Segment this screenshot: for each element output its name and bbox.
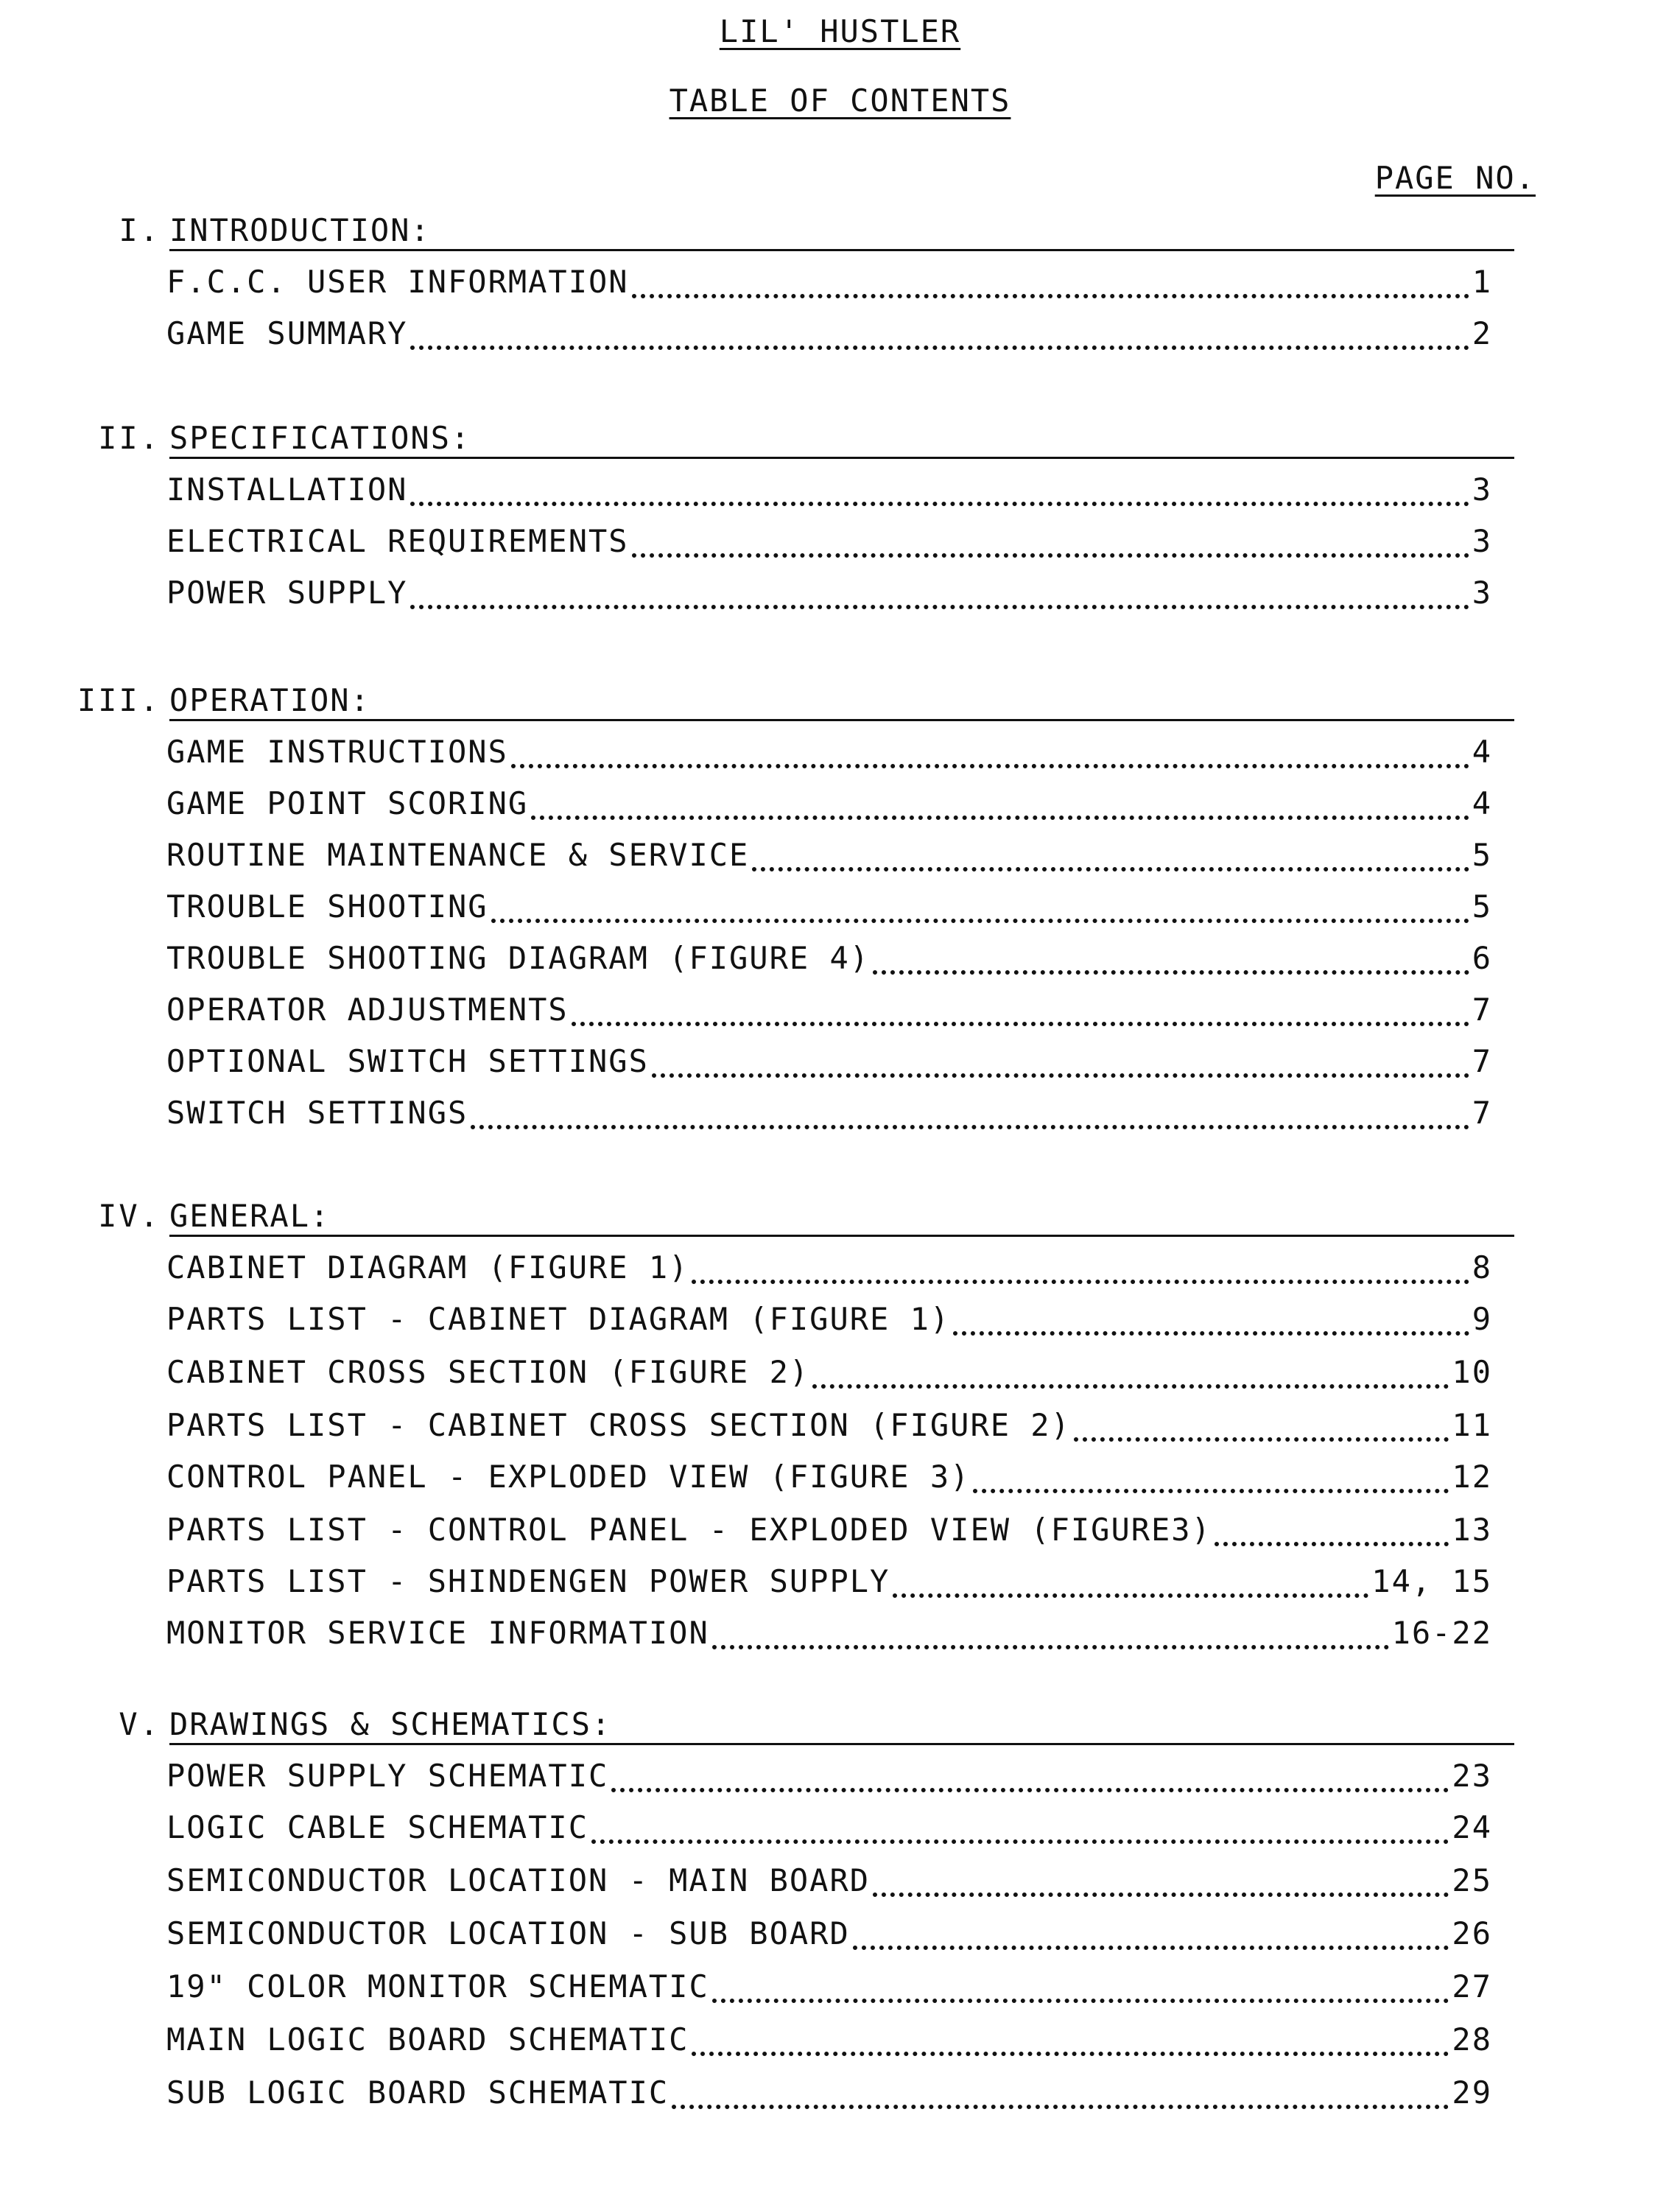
entry-label: PARTS LIST - CABINET CROSS SECTION (FIGURE 2) xyxy=(166,1407,1071,1443)
toc-entry xyxy=(166,1354,1492,1394)
section-title: INTRODUCTION: xyxy=(169,215,1514,251)
toc-entry xyxy=(166,523,1492,563)
dot-leader xyxy=(873,970,1469,975)
entry-label: PARTS LIST - CABINET DIAGRAM (FIGURE 1) xyxy=(166,1301,951,1337)
toc-entry xyxy=(166,734,1492,774)
dot-leader xyxy=(692,1280,1469,1284)
entry-label: MONITOR SERVICE INFORMATION xyxy=(166,1615,709,1651)
dot-leader xyxy=(410,345,1469,350)
toc-entry xyxy=(166,837,1492,877)
dot-leader xyxy=(853,1946,1449,1950)
toc-entry xyxy=(166,940,1492,980)
toc-entry xyxy=(166,1809,1492,1849)
entry-page: 26 xyxy=(1452,1915,1492,1951)
entry-page: 4 xyxy=(1472,785,1492,821)
toc-entry xyxy=(166,1862,1492,1902)
dot-leader xyxy=(692,2052,1449,2056)
dot-leader xyxy=(712,1999,1449,2003)
dot-leader xyxy=(511,764,1469,768)
section-drawings-schematics xyxy=(0,1706,1680,2111)
toc-entry xyxy=(166,1043,1492,1083)
dot-leader xyxy=(1215,1542,1449,1546)
dot-leader xyxy=(611,1788,1449,1792)
toc-entry xyxy=(166,1095,1492,1134)
entry-label: TROUBLE SHOOTING DIAGRAM (FIGURE 4) xyxy=(166,940,871,976)
dot-leader xyxy=(471,1125,1469,1129)
section-specifications xyxy=(0,420,1680,611)
entry-page: 2 xyxy=(1472,315,1492,351)
dot-leader xyxy=(632,294,1469,298)
entry-label: SEMICONDUCTOR LOCATION - MAIN BOARD xyxy=(166,1862,871,1898)
entry-page: 13 xyxy=(1452,1512,1492,1548)
entry-page: 7 xyxy=(1472,1095,1492,1131)
entry-label: ROUTINE MAINTENANCE & SERVICE xyxy=(166,837,750,873)
entry-label: PARTS LIST - SHINDENGEN POWER SUPPLY xyxy=(166,1563,890,1599)
entry-page: 28 xyxy=(1452,2021,1492,2058)
entry-page: 12 xyxy=(1452,1459,1492,1495)
dot-leader xyxy=(410,502,1469,506)
entry-label: 19" COLOR MONITOR SCHEMATIC xyxy=(166,1968,709,2004)
toc-entry xyxy=(166,315,1492,355)
entry-label: POWER SUPPLY SCHEMATIC xyxy=(166,1758,609,1794)
toc-entry xyxy=(166,1968,1492,2008)
entry-page: 5 xyxy=(1472,837,1492,873)
entry-label: SEMICONDUCTOR LOCATION - SUB BOARD xyxy=(166,1915,850,1951)
dot-leader xyxy=(672,2105,1449,2109)
entry-label: SUB LOGIC BOARD SCHEMATIC xyxy=(166,2074,669,2111)
entry-label: SWITCH SETTINGS xyxy=(166,1095,468,1131)
dot-leader xyxy=(953,1331,1469,1336)
entry-page: 24 xyxy=(1452,1809,1492,1845)
entry-page: 23 xyxy=(1452,1758,1492,1794)
toc-entry xyxy=(166,471,1492,511)
entry-page: 8 xyxy=(1472,1249,1492,1285)
dot-leader xyxy=(491,919,1469,923)
section-numeral: IV. xyxy=(98,1198,161,1234)
dot-leader xyxy=(531,815,1469,820)
entry-page: 14, 15 xyxy=(1371,1563,1492,1599)
page-no-header: PAGE NO. xyxy=(1374,160,1536,196)
entry-page: 10 xyxy=(1452,1354,1492,1390)
toc-entry xyxy=(166,1915,1492,1955)
dot-leader xyxy=(591,1839,1449,1844)
entry-page: 9 xyxy=(1472,1301,1492,1337)
section-introduction xyxy=(0,212,1680,351)
toc-entry xyxy=(166,1512,1492,1551)
section-numeral: II. xyxy=(98,420,161,456)
document-subtitle: TABLE OF CONTENTS xyxy=(669,83,1011,119)
toc-entry xyxy=(166,994,1492,1031)
toc-entry xyxy=(166,888,1492,928)
entry-label: PARTS LIST - CONTROL PANEL - EXPLODED VIEW (FIGURE3) xyxy=(166,1512,1212,1548)
entry-label: POWER SUPPLY xyxy=(166,575,408,611)
toc-entry xyxy=(166,1563,1492,1603)
entry-label: MAIN LOGIC BOARD SCHEMATIC xyxy=(166,2021,689,2058)
section-numeral: I. xyxy=(119,212,161,248)
entry-label: GAME SUMMARY xyxy=(166,315,408,351)
entry-page: 11 xyxy=(1452,1407,1492,1443)
dot-leader xyxy=(812,1384,1449,1389)
entry-label: LOGIC CABLE SCHEMATIC xyxy=(166,1809,589,1845)
toc-entry xyxy=(166,1301,1492,1341)
dot-leader xyxy=(752,867,1469,871)
entry-page: 3 xyxy=(1472,471,1492,508)
section-title: OPERATION: xyxy=(169,685,1514,721)
entry-page: 7 xyxy=(1472,1043,1492,1079)
toc-entry xyxy=(166,575,1492,614)
dot-leader xyxy=(632,553,1469,558)
document-title: LIL' HUSTLER xyxy=(719,13,961,49)
entry-label: OPERATOR ADJUSTMENTS xyxy=(166,992,569,1028)
toc-entry xyxy=(166,1459,1492,1498)
entry-page: 1 xyxy=(1472,264,1492,300)
toc-entry xyxy=(166,2074,1492,2114)
section-title: DRAWINGS & SCHEMATICS: xyxy=(169,1709,1514,1745)
toc-entry xyxy=(166,1249,1492,1289)
entry-label: CABINET CROSS SECTION (FIGURE 2) xyxy=(166,1354,810,1390)
section-numeral: III. xyxy=(77,682,161,718)
entry-page: 7 xyxy=(1472,992,1492,1028)
entry-label: F.C.C. USER INFORMATION xyxy=(166,264,629,300)
entry-label: OPTIONAL SWITCH SETTINGS xyxy=(166,1043,649,1079)
entry-label: GAME INSTRUCTIONS xyxy=(166,734,508,770)
dot-leader xyxy=(410,605,1469,609)
entry-label: GAME POINT SCORING xyxy=(166,785,529,821)
section-general xyxy=(0,1198,1680,1651)
entry-page: 6 xyxy=(1472,940,1492,976)
entry-label: CABINET DIAGRAM (FIGURE 1) xyxy=(166,1249,689,1285)
dot-leader xyxy=(973,1489,1449,1493)
entry-page: 29 xyxy=(1452,2074,1492,2111)
entry-page: 27 xyxy=(1452,1968,1492,2004)
dot-leader xyxy=(712,1645,1389,1649)
toc-entry xyxy=(166,1407,1492,1447)
dot-leader xyxy=(652,1073,1469,1078)
toc-entry xyxy=(166,785,1492,825)
entry-label: INSTALLATION xyxy=(166,471,408,508)
toc-entry xyxy=(166,2021,1492,2061)
toc-entry xyxy=(166,264,1492,304)
section-title: GENERAL: xyxy=(169,1201,1514,1237)
entry-label: ELECTRICAL REQUIREMENTS xyxy=(166,523,629,559)
dot-leader xyxy=(572,1022,1469,1026)
section-title: SPECIFICATIONS: xyxy=(169,423,1514,459)
toc-entry xyxy=(166,1758,1492,1797)
entry-page: 3 xyxy=(1472,575,1492,611)
entry-page: 25 xyxy=(1452,1862,1492,1898)
entry-label: CONTROL PANEL - EXPLODED VIEW (FIGURE 3) xyxy=(166,1459,971,1495)
dot-leader xyxy=(873,1892,1449,1897)
entry-label: TROUBLE SHOOTING xyxy=(166,888,488,925)
dot-leader xyxy=(893,1593,1368,1598)
entry-page: 4 xyxy=(1472,734,1492,770)
entry-page: 16-22 xyxy=(1391,1615,1492,1651)
section-numeral: V. xyxy=(119,1706,161,1742)
entry-page: 3 xyxy=(1472,523,1492,559)
dot-leader xyxy=(1074,1437,1449,1442)
entry-page: 5 xyxy=(1472,888,1492,925)
toc-entry xyxy=(166,1615,1492,1655)
section-operation xyxy=(0,682,1680,1131)
